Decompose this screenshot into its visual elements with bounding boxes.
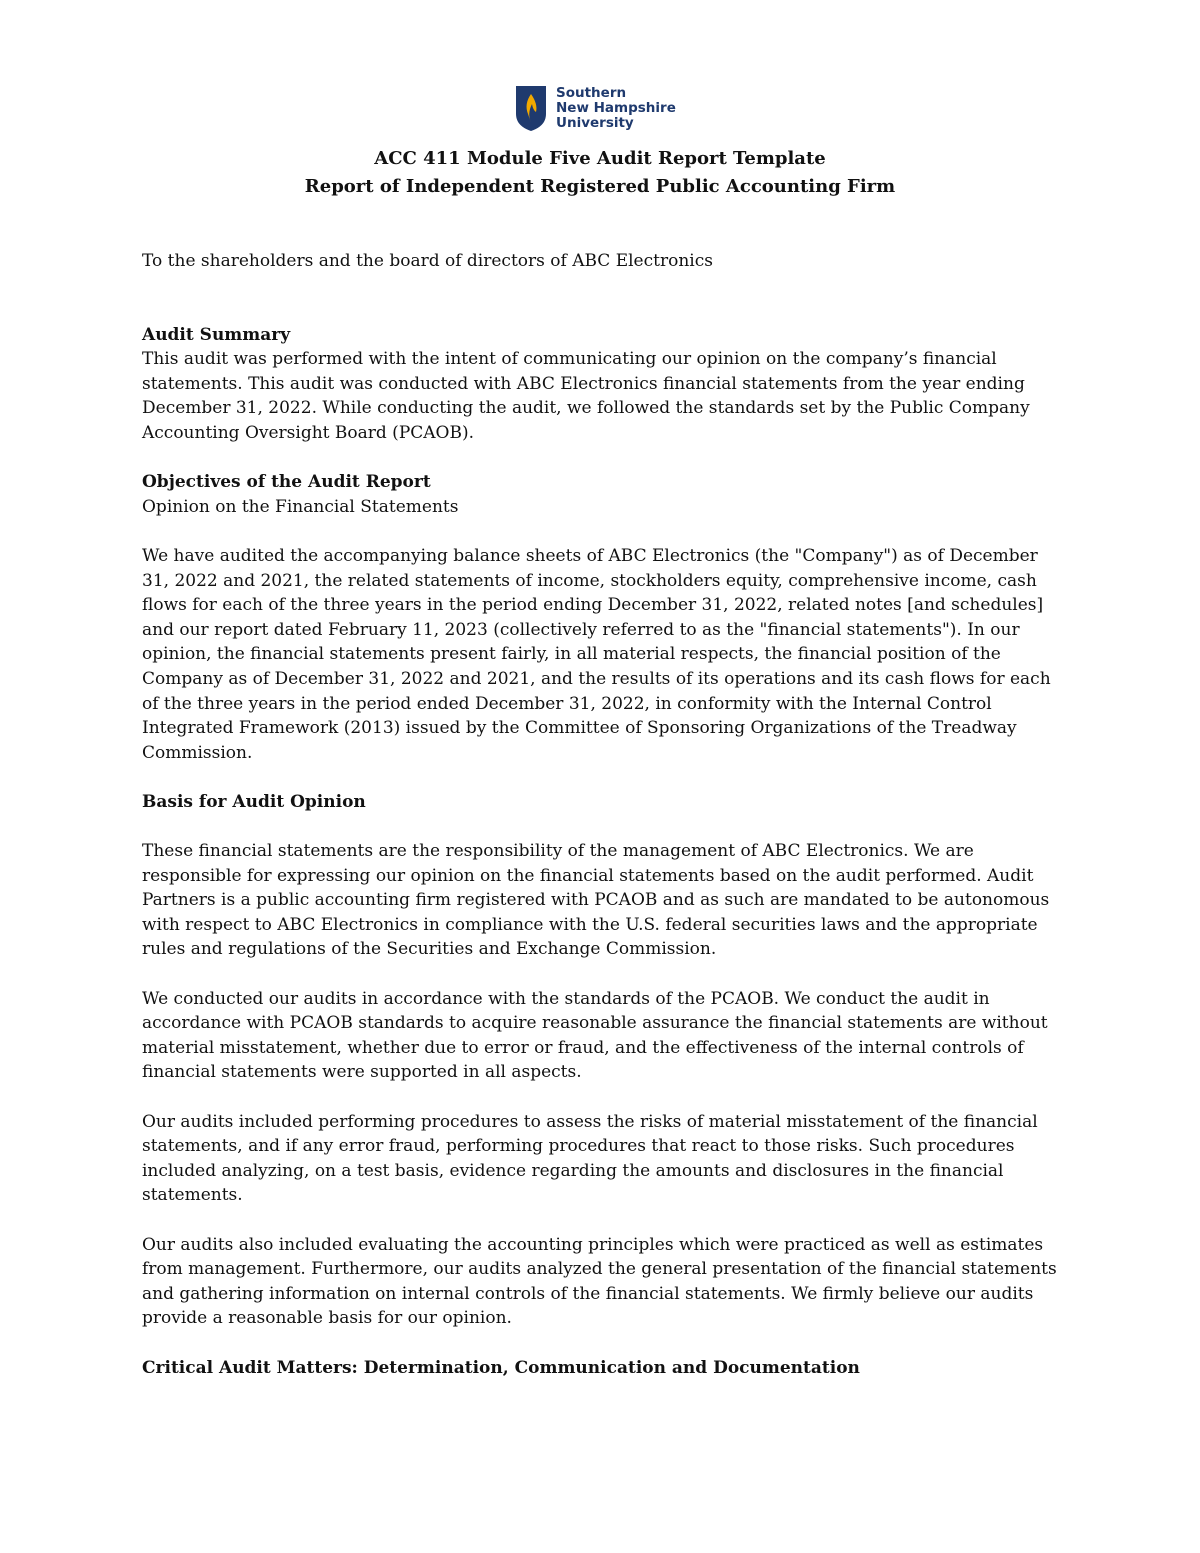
paragraph-line: statements.	[142, 1185, 243, 1206]
paragraph-line: Commission.	[142, 742, 253, 763]
university-logo	[514, 78, 682, 138]
paragraph-line: statements, and if any error fraud, performing procedures that react to those risks. Such procedures	[142, 1136, 1015, 1157]
title-line-2: Report of Independent Registered Public Accounting Firm	[304, 176, 896, 197]
paragraph-line: Our audits included performing procedures to assess the risks of material misstatement of the financial	[142, 1111, 1038, 1132]
logo-line: New Hampshire	[556, 99, 676, 116]
paragraph-line: included analyzing, on a test basis, evidence regarding the amounts and disclosures in the financial	[142, 1160, 1004, 1181]
basis-heading: Basis for Audit Opinion	[142, 791, 366, 812]
paragraph-line: 31, 2022 and 2021, the related statements of income, stockholders equity, comprehensive income, cash	[142, 570, 1037, 591]
logo-line: Southern	[556, 84, 627, 101]
paragraph-line: We have audited the accompanying balance sheets of ABC Electronics (the "Company") as of December	[142, 545, 1038, 566]
logo-line: University	[556, 114, 634, 131]
paragraph-line: responsible for expressing our opinion on the financial statements based on the audit performed. Audit	[142, 865, 1034, 886]
document-title	[0, 145, 1200, 201]
paragraph-line: flows for each of the three years in the period ending December 31, 2022, related notes [and schedules]	[142, 595, 1044, 616]
logo-wordmark	[556, 86, 676, 131]
paragraph-line: from management. Furthermore, our audits analyzed the general presentation of the financial statements	[142, 1259, 1057, 1280]
paragraph-line: We conducted our audits in accordance with the standards of the PCAOB. We conduct the audit in	[142, 988, 990, 1009]
paragraph-line: of the three years in the period ended December 31, 2022, in conformity with the Internal Control	[142, 693, 992, 714]
paragraph-line: accordance with PCAOB standards to acquire reasonable assurance the financial statements are without	[142, 1013, 1048, 1034]
paragraph-line: These financial statements are the responsibility of the management of ABC Electronics. We are	[142, 841, 974, 862]
paragraph-line: December 31, 2022. While conducting the audit, we followed the standards set by the Public Company	[142, 398, 1030, 419]
paragraph-line: Partners is a public accounting firm registered with PCAOB and as such are mandated to be autonomous	[142, 890, 1050, 911]
paragraph-line: Integrated Framework (2013) issued by the Committee of Sponsoring Organizations of the Treadway	[142, 718, 1017, 739]
paragraph-line: provide a reasonable basis for our opinion.	[142, 1308, 512, 1329]
document-body	[142, 249, 1072, 1380]
paragraph-line: financial statements were supported in all aspects.	[142, 1062, 582, 1083]
objectives-heading: Objectives of the Audit Report	[142, 472, 431, 493]
title-line-1: ACC 411 Module Five Audit Report Template	[374, 148, 826, 169]
paragraph-line: with respect to ABC Electronics in compliance with the U.S. federal securities laws and the appropriate	[142, 914, 1038, 935]
paragraph-line: and our report dated February 11, 2023 (collectively referred to as the "financial statements"). In our	[142, 619, 1020, 640]
paragraph-line: material misstatement, whether due to error or fraud, and the effectiveness of the internal controls of	[142, 1037, 1024, 1058]
snhu-shield-icon	[514, 84, 548, 132]
paragraph-line: statements. This audit was conducted with ABC Electronics financial statements from the year ending	[142, 373, 1025, 394]
paragraph-line: rules and regulations of the Securities and Exchange Commission.	[142, 939, 717, 960]
paragraph-line: Accounting Oversight Board (PCAOB).	[142, 422, 475, 443]
paragraph-line: This audit was performed with the intent of communicating our opinion on the company’s financial	[142, 349, 997, 370]
paragraph-line: Our audits also included evaluating the accounting principles which were practiced as well as estimates	[142, 1234, 1044, 1255]
critical-audit-matters-heading: Critical Audit Matters: Determination, Communication and Documentation	[142, 1357, 860, 1378]
paragraph-line: opinion, the financial statements present fairly, in all material respects, the financial position of the	[142, 644, 1001, 665]
objectives-subheading: Opinion on the Financial Statements	[142, 496, 459, 517]
paragraph-line: Company as of December 31, 2022 and 2021, and the results of its operations and its cash flows for each	[142, 668, 1051, 689]
salutation: To the shareholders and the board of directors of ABC Electronics	[142, 251, 713, 271]
paragraph-line: and gathering information on internal controls of the financial statements. We firmly believe our audits	[142, 1283, 1034, 1304]
audit-summary-heading: Audit Summary	[142, 324, 291, 345]
